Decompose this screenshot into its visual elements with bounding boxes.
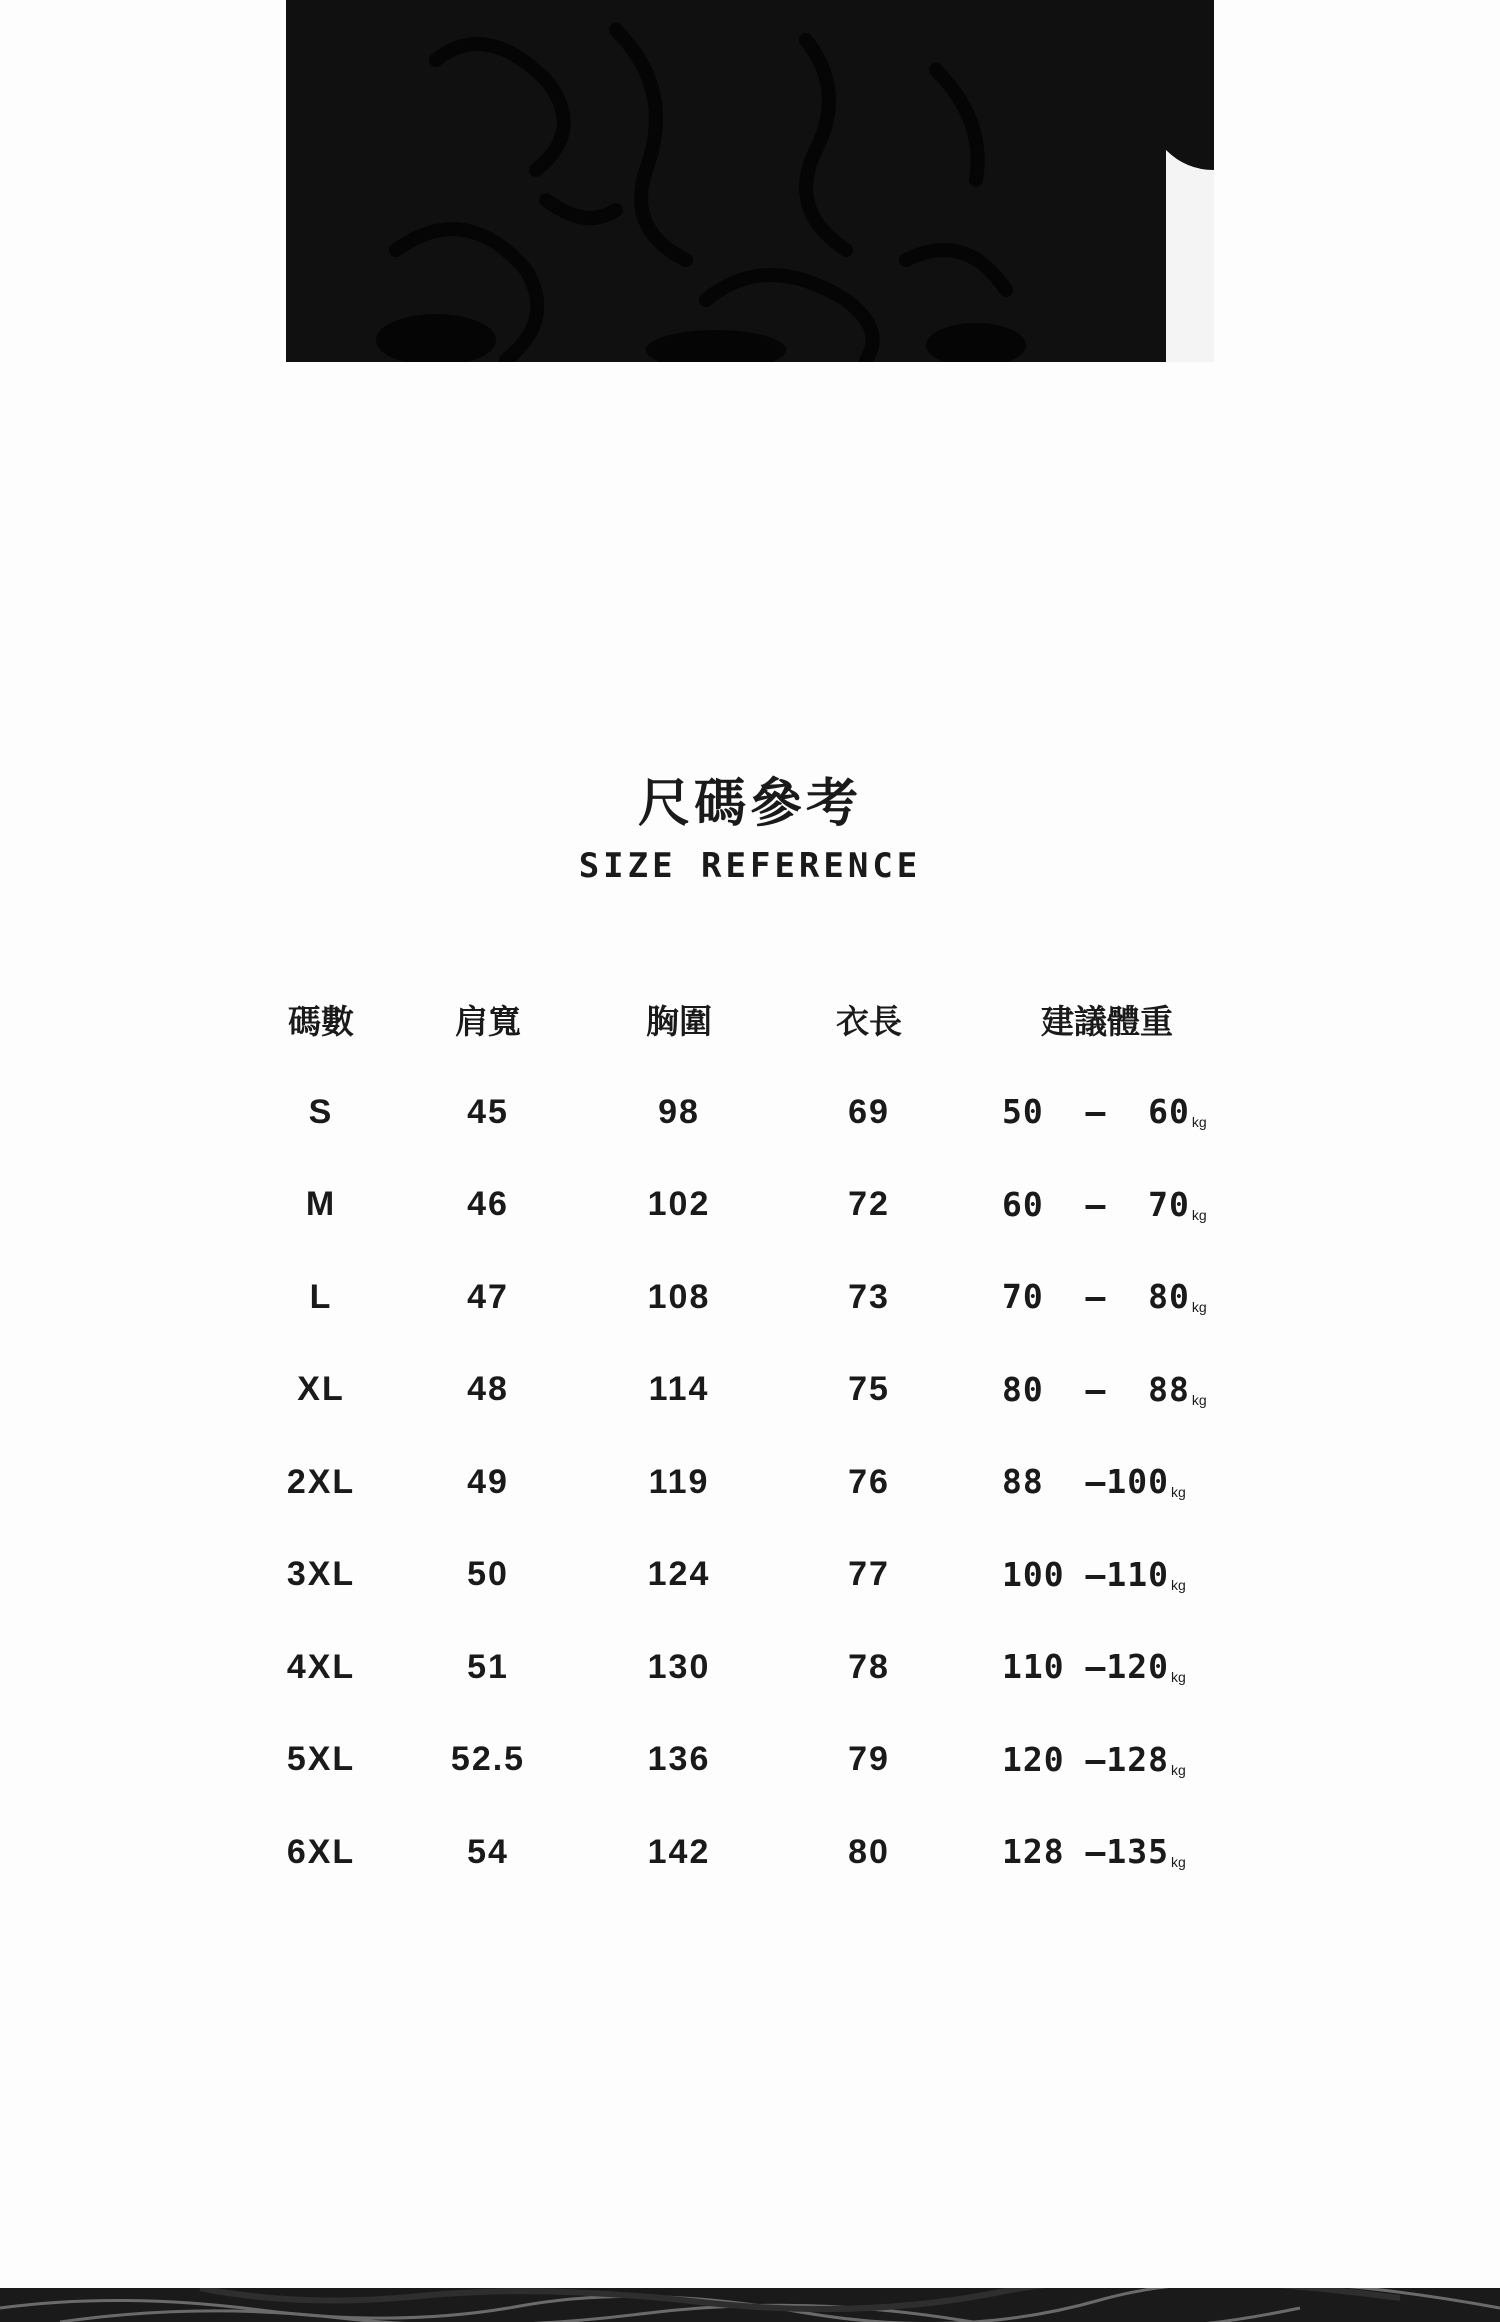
table-row — [250, 1714, 1250, 1807]
weight-unit: kg — [1170, 1854, 1186, 1871]
weight-unit: kg — [1191, 1114, 1207, 1131]
cell-weight — [964, 1251, 1250, 1344]
weight-range: 100 –110 — [1002, 1554, 1169, 1594]
cell-weight — [964, 1066, 1250, 1159]
weight-unit: kg — [1170, 1576, 1186, 1593]
weight-range: 80 – 88 — [1002, 1369, 1190, 1409]
cell-weight — [964, 1621, 1250, 1714]
cell-shoulder: 51 — [467, 1647, 509, 1686]
cell-weight — [964, 1806, 1250, 1899]
cell-shoulder: 45 — [467, 1092, 509, 1131]
cell-size: L — [309, 1277, 333, 1316]
table-row — [250, 1529, 1250, 1622]
table-row — [250, 1806, 1250, 1899]
cell-length: 72 — [848, 1185, 890, 1224]
weight-unit: kg — [1191, 1206, 1207, 1223]
header-size: 碼數 — [288, 1003, 354, 1040]
cell-chest: 98 — [658, 1092, 700, 1131]
cell-chest: 114 — [648, 1370, 710, 1409]
cell-size: 5XL — [286, 1740, 356, 1779]
size-chart-table — [250, 996, 1250, 1899]
marble-texture-graphic — [0, 2288, 1500, 2322]
cell-length: 75 — [848, 1370, 890, 1409]
weight-range: 70 – 80 — [1002, 1277, 1190, 1317]
table-row — [250, 1436, 1250, 1529]
weight-unit: kg — [1170, 1761, 1186, 1778]
cell-size: XL — [297, 1370, 345, 1409]
header-shoulder-width: 肩寬 — [455, 1003, 521, 1040]
weight-range: 50 – 60 — [1002, 1092, 1190, 1132]
weight-unit: kg — [1170, 1669, 1186, 1686]
table-header-row — [250, 996, 1250, 1066]
heading-title-en: SIZE REFERENCE — [578, 846, 922, 886]
cell-size: 3XL — [286, 1555, 356, 1594]
header-chest: 胸圍 — [646, 1003, 712, 1040]
cell-length: 73 — [848, 1277, 890, 1316]
weight-unit: kg — [1170, 1484, 1186, 1501]
cell-length: 69 — [848, 1092, 890, 1131]
cell-shoulder: 49 — [467, 1462, 509, 1501]
cell-shoulder: 47 — [467, 1277, 509, 1316]
table-row — [250, 1251, 1250, 1344]
weight-range: 88 –100 — [1002, 1462, 1169, 1502]
cell-weight — [964, 1159, 1250, 1252]
product-photo-top — [286, 0, 1214, 362]
cell-shoulder: 52.5 — [450, 1740, 526, 1779]
weight-unit: kg — [1191, 1391, 1207, 1408]
table-row — [250, 1066, 1250, 1159]
header-recommended-weight: 建議體重 — [1041, 1003, 1173, 1040]
header-length: 衣長 — [836, 1003, 902, 1040]
cell-length: 79 — [848, 1740, 890, 1779]
cell-shoulder: 46 — [467, 1185, 509, 1224]
size-reference-heading — [0, 772, 1500, 888]
cell-length: 78 — [848, 1647, 890, 1686]
cell-weight — [964, 1529, 1250, 1622]
table-row — [250, 1159, 1250, 1252]
weight-unit: kg — [1191, 1299, 1207, 1316]
cell-weight — [964, 1436, 1250, 1529]
cell-shoulder: 54 — [467, 1832, 509, 1871]
cell-shoulder: 48 — [467, 1370, 509, 1409]
table-row — [250, 1344, 1250, 1437]
cell-chest: 119 — [648, 1462, 710, 1501]
weight-range: 128 –135 — [1002, 1832, 1169, 1872]
heading-title-zh: 尺碼參考 — [637, 775, 862, 833]
cell-chest: 124 — [647, 1555, 711, 1594]
cell-chest: 130 — [647, 1647, 711, 1686]
tshirt-print-graphic — [286, 0, 1214, 362]
cell-length: 77 — [848, 1555, 890, 1594]
cell-chest: 108 — [647, 1277, 711, 1316]
table-row — [250, 1621, 1250, 1714]
cell-length: 80 — [848, 1832, 890, 1871]
cell-chest: 142 — [647, 1832, 711, 1871]
cell-shoulder: 50 — [467, 1555, 509, 1594]
cell-size: S — [308, 1092, 334, 1131]
cell-size: 4XL — [286, 1647, 356, 1686]
weight-range: 60 – 70 — [1002, 1184, 1190, 1224]
weight-range: 110 –120 — [1002, 1647, 1169, 1687]
weight-range: 120 –128 — [1002, 1739, 1169, 1779]
product-photo-bottom — [0, 2288, 1500, 2322]
cell-weight — [964, 1714, 1250, 1807]
cell-chest: 102 — [647, 1185, 711, 1224]
cell-weight — [964, 1344, 1250, 1437]
cell-size: 2XL — [286, 1462, 356, 1501]
cell-size: M — [305, 1185, 337, 1224]
cell-size: 6XL — [286, 1832, 356, 1871]
cell-chest: 136 — [647, 1740, 711, 1779]
cell-length: 76 — [848, 1462, 890, 1501]
